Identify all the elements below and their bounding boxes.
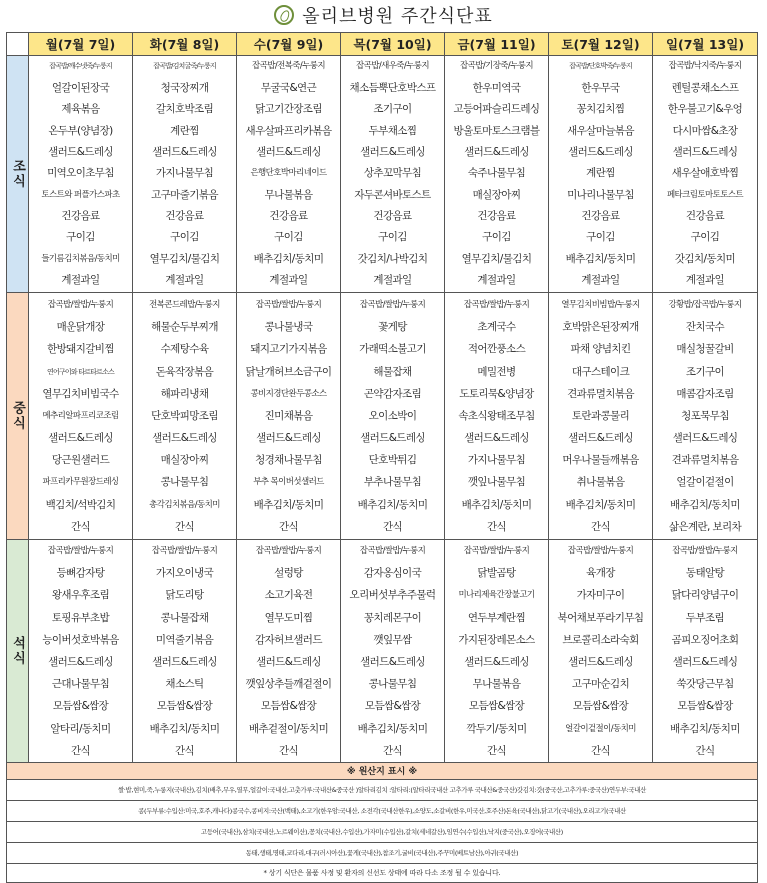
dinner-menu-mon bbox=[29, 540, 133, 763]
menu-item: 꽁치김치찜 bbox=[576, 103, 625, 116]
menu-item: 들기름김치볶음/동치미 bbox=[41, 253, 120, 264]
menu-item: 청국장찌개 bbox=[160, 81, 209, 94]
page-title: 올리브병원 주간식단표 bbox=[302, 6, 493, 27]
menu-item: 샐러드&드레싱 bbox=[360, 145, 425, 158]
menu-item: 닭날개허브소금구이 bbox=[245, 365, 332, 378]
menu-item: 곰피오징어초회 bbox=[671, 633, 739, 646]
menu-item: 간식 bbox=[174, 520, 195, 533]
origin-title-row bbox=[7, 762, 758, 779]
menu-item: 잡곡밥/쌀밥/누룽지 bbox=[151, 546, 218, 556]
menu-item: 콩나물무침 bbox=[160, 476, 209, 489]
menu-item: 매실장아찌 bbox=[472, 188, 521, 201]
menu-item: 간식 bbox=[695, 744, 715, 757]
menu-item: 한우미역국 bbox=[472, 81, 521, 94]
origin-line-2: 콩(두부류:수입산:미국,호주,캐나다)콩국수,콩비지:국산(백태),소고기(한우암:국내산, 소전각(국내산한우),소양도,소갈비(한우,미국산,호주산)돈육(국내산),닭고기(국내산),오리고기(국내산 bbox=[7, 800, 758, 821]
menu-item: 부추 목이버섯샐러드 bbox=[253, 477, 324, 488]
menu-item: 숙주나물무침 bbox=[467, 167, 526, 180]
menu-item: 계절과일 bbox=[165, 274, 204, 287]
menu-item: 구이김 bbox=[378, 231, 407, 244]
menu-item: 샐러드&드레싱 bbox=[360, 432, 425, 445]
breakfast-menu-sun bbox=[653, 56, 758, 293]
menu-item: 열무김치비빔밥/누룽지 bbox=[561, 299, 640, 310]
menu-item: 채소듬뿍단호박스프 bbox=[349, 81, 436, 94]
menu-item: 매실장아찌 bbox=[160, 454, 209, 467]
lunch-menu-fri bbox=[445, 293, 549, 540]
menu-item: 간식 bbox=[486, 744, 507, 757]
menu-item: 근대나물무침 bbox=[51, 678, 110, 691]
menu-item: 잡곡밥/김치굴죽/누룽지 bbox=[153, 62, 216, 71]
menu-item: 콩나물잡채 bbox=[160, 611, 209, 624]
menu-item: 능이버섯호박볶음 bbox=[42, 633, 119, 646]
menu-item: 미나리제육간장불고기 bbox=[458, 590, 535, 601]
menu-item: 가래떡소불고기 bbox=[359, 343, 426, 356]
menu-item: 부추나물무침 bbox=[363, 476, 422, 489]
dinner-menu-fri bbox=[445, 540, 549, 763]
menu-item: 구이김 bbox=[586, 231, 615, 244]
menu-item: 파프리카무원장드레싱 bbox=[42, 477, 119, 488]
menu-item: 가지된장레몬소스 bbox=[458, 633, 535, 646]
menu-item: 건강음료 bbox=[165, 210, 204, 223]
menu-item: 샐러드&드레싱 bbox=[672, 432, 738, 445]
menu-item: 계절과일 bbox=[477, 274, 516, 287]
menu-item: 배추김치/동치미 bbox=[357, 498, 428, 511]
menu-item: 배추김치/동치미 bbox=[461, 498, 532, 511]
menu-item: 미나리나물무침 bbox=[567, 188, 634, 201]
dinner-menu-thu bbox=[341, 540, 445, 763]
breakfast-menu-mon bbox=[29, 56, 133, 293]
menu-item: 샐러드&드레싱 bbox=[672, 655, 738, 668]
menu-notice: * 상기 식단은 물품 사정 및 환자의 신선도 상태에 따라 다소 조정 될 수 있습니다. bbox=[7, 863, 758, 882]
menu-item: 잡곡밥/쌀밥/누룽지 bbox=[359, 546, 426, 556]
menu-item: 상추꼬막무침 bbox=[363, 167, 422, 180]
menu-item: 닭고기간장조림 bbox=[255, 103, 322, 116]
menu-item: 열무김치/물김치 bbox=[461, 252, 532, 265]
lunch-menu-mon bbox=[29, 293, 133, 540]
menu-item: 한방돼지갈비찜 bbox=[47, 343, 114, 356]
menu-item: 다시마쌈&초장 bbox=[672, 124, 738, 137]
menu-item: 청포묵무침 bbox=[681, 409, 729, 422]
menu-item: 한우무국 bbox=[581, 81, 620, 94]
menu-item: 가지오이냉국 bbox=[155, 567, 214, 580]
menu-item: 간식 bbox=[382, 520, 403, 533]
menu-item: 잡곡밥/기장죽/누룽지 bbox=[459, 61, 534, 72]
dinner-menu-wed bbox=[237, 540, 341, 763]
menu-item: 계란찜 bbox=[586, 167, 615, 180]
menu-item: 모듬쌈&쌈장 bbox=[677, 700, 733, 713]
menu-item: 닭도리탕 bbox=[165, 589, 204, 602]
meal-label-breakfast: 조식 bbox=[7, 56, 29, 293]
menu-item: 갓김치/동치미 bbox=[674, 252, 736, 265]
menu-item: 메밀전병 bbox=[477, 365, 516, 378]
menu-item: 적어깐풍소스 bbox=[467, 343, 526, 356]
menu-item: 구이김 bbox=[66, 231, 95, 244]
menu-item: 브로콜리소라숙회 bbox=[562, 633, 639, 646]
menu-item: 열무김치/물김치 bbox=[149, 252, 220, 265]
menu-item: 북어채보푸라기무침 bbox=[557, 611, 644, 624]
menu-item: 깍두기/동치미 bbox=[466, 722, 527, 735]
menu-item: 잡곡밥/단호박죽/누룽지 bbox=[569, 62, 632, 71]
menu-item: 구이김 bbox=[274, 231, 303, 244]
menu-item: 감자허브샐러드 bbox=[255, 633, 322, 646]
menu-item: 해물잡채 bbox=[373, 365, 412, 378]
menu-item: 소고기육전 bbox=[264, 589, 313, 602]
menu-item: 모듬쌈&쌈장 bbox=[156, 700, 213, 713]
breakfast-menu-tue bbox=[133, 56, 237, 293]
dinner-menu-sun bbox=[653, 540, 758, 763]
menu-item: 고구마줄기볶음 bbox=[151, 188, 218, 201]
header bbox=[0, 0, 767, 30]
menu-item: 갓김치/나박김치 bbox=[357, 252, 428, 265]
menu-item: 취나물볶음 bbox=[576, 476, 625, 489]
menu-item: 알타리/동치미 bbox=[50, 722, 111, 735]
menu-item: 곤약감자조림 bbox=[363, 387, 422, 400]
menu-item: 계절과일 bbox=[269, 274, 308, 287]
menu-item: 간식 bbox=[174, 744, 195, 757]
origin-title: ※ 원산지 표시 ※ bbox=[7, 762, 758, 779]
weekly-menu-table bbox=[6, 32, 758, 883]
menu-item: 간식 bbox=[278, 520, 299, 533]
menu-item: 배추겉절이/동치미 bbox=[248, 722, 329, 735]
menu-item: 연두부계란찜 bbox=[467, 611, 526, 624]
day-header-wed: 수(7월 9일) bbox=[237, 33, 341, 56]
menu-item: 초계국수 bbox=[477, 321, 516, 334]
dinner-row bbox=[7, 540, 758, 763]
menu-item: 샐러드&드레싱 bbox=[464, 655, 529, 668]
day-header-mon: 월(7월 7일) bbox=[29, 33, 133, 56]
menu-item: 배추김치/동치미 bbox=[670, 498, 740, 511]
menu-item: 배추김치/동치미 bbox=[357, 722, 428, 735]
menu-item: 모듬쌈&쌈장 bbox=[364, 700, 421, 713]
lunch-menu-sat bbox=[549, 293, 653, 540]
menu-item: 단호박피망조림 bbox=[151, 409, 218, 422]
menu-item: 도토리묵&양념장 bbox=[459, 387, 534, 400]
day-header-fri: 금(7월 11일) bbox=[445, 33, 549, 56]
menu-item: 육개장 bbox=[586, 567, 615, 580]
menu-item: 메추리알파프리코조림 bbox=[42, 410, 119, 421]
menu-item: 간식 bbox=[486, 520, 507, 533]
menu-item: 잡곡밥/쌀밥/누룽지 bbox=[47, 546, 114, 556]
menu-item: 등뼈감자탕 bbox=[56, 567, 105, 580]
menu-item: 돼지고기가지볶음 bbox=[250, 343, 327, 356]
menu-item: 두부채소찜 bbox=[368, 124, 417, 137]
menu-item: 오리버섯부추주물럭 bbox=[349, 589, 436, 602]
menu-item: 샐러드&드레싱 bbox=[672, 145, 738, 158]
lunch-menu-tue bbox=[133, 293, 237, 540]
menu-item: 건강음료 bbox=[269, 210, 308, 223]
menu-item: 구이김 bbox=[170, 231, 199, 244]
lunch-menu-thu bbox=[341, 293, 445, 540]
menu-item: 잡곡밥/쌀밥/누룽지 bbox=[255, 299, 322, 310]
menu-item: 무나물볶음 bbox=[472, 678, 521, 691]
menu-item: 견과류멸치볶음 bbox=[671, 454, 739, 467]
menu-item: 배추김치/동치미 bbox=[253, 498, 324, 511]
menu-item: 한우불고기&우엉 bbox=[667, 103, 743, 116]
menu-item: 진미채볶음 bbox=[264, 409, 313, 422]
menu-item: 설렁탕 bbox=[274, 567, 303, 580]
menu-item: 해파리냉채 bbox=[160, 387, 209, 400]
origin-line-row bbox=[7, 821, 758, 842]
menu-item: 돈육작장볶음 bbox=[155, 365, 214, 378]
menu-item: 얼갈이겉절이/동치미 bbox=[565, 723, 636, 734]
menu-item: 열무도미찜 bbox=[264, 611, 313, 624]
menu-item: 페타크림토마토토스트 bbox=[666, 189, 744, 200]
dinner-menu-sat bbox=[549, 540, 653, 763]
lunch-row bbox=[7, 293, 758, 540]
notice-row bbox=[7, 863, 758, 882]
menu-item: 샐러드&드레싱 bbox=[48, 655, 113, 668]
menu-item: 간식 bbox=[590, 520, 611, 533]
menu-item: 샐러드&드레싱 bbox=[152, 655, 217, 668]
menu-item: 건강음료 bbox=[581, 210, 620, 223]
menu-item: 미역오이초무침 bbox=[47, 167, 114, 180]
menu-item: 계절과일 bbox=[373, 274, 412, 287]
menu-item: 잡곡밥/쌀밥/누룽지 bbox=[47, 299, 114, 310]
lunch-menu-wed bbox=[237, 293, 341, 540]
menu-item: 백김치/석박김치 bbox=[45, 498, 116, 511]
menu-item: 건강음료 bbox=[685, 210, 725, 223]
menu-item: 모듬쌈&쌈장 bbox=[260, 700, 317, 713]
menu-item: 구이김 bbox=[690, 231, 720, 244]
menu-item: 연어구이와 타르타르소스 bbox=[46, 367, 114, 376]
menu-item: 열무김치비빔국수 bbox=[42, 387, 119, 400]
menu-item: 청경채나물무침 bbox=[255, 454, 322, 467]
menu-item: 닭발곰탕 bbox=[477, 567, 516, 580]
breakfast-menu-thu bbox=[341, 56, 445, 293]
menu-item: 얼갈이겉절이 bbox=[676, 476, 734, 489]
menu-item: 배추김치/동치미 bbox=[565, 498, 636, 511]
menu-item: 간식 bbox=[278, 744, 299, 757]
menu-item: 새우살파프리카볶음 bbox=[245, 124, 332, 137]
menu-item: 얼갈이된장국 bbox=[51, 81, 110, 94]
menu-item: 갈치호박조림 bbox=[155, 103, 214, 116]
menu-item: 배추김치/동치미 bbox=[670, 722, 740, 735]
menu-item: 구이김 bbox=[482, 231, 511, 244]
menu-item: 렌틸콩채소스프 bbox=[671, 81, 739, 94]
menu-item: 속초식왕태조무침 bbox=[458, 409, 535, 422]
menu-item: 해물순두부찌개 bbox=[151, 321, 218, 334]
breakfast-menu-fri bbox=[445, 56, 549, 293]
menu-item: 샐러드&드레싱 bbox=[256, 655, 321, 668]
origin-line-row bbox=[7, 842, 758, 863]
menu-item: 콩비지경단완두콩소스 bbox=[250, 388, 327, 399]
origin-line-4: 동태,생태,명태,코다리,대구(러시아산),꽃게(국내산),참조기,굴비(국내산),주꾸미(베트남산),아귀(국내산) bbox=[7, 842, 758, 863]
menu-item: 머우나물들깨볶음 bbox=[562, 454, 639, 467]
menu-item: 단호박튀김 bbox=[368, 454, 417, 467]
menu-item: 수제탕수육 bbox=[160, 343, 209, 356]
menu-item: 전복콘드레밥/누룽지 bbox=[149, 299, 220, 310]
day-header-sun: 일(7월 13일) bbox=[653, 33, 758, 56]
menu-item: 오이소박이 bbox=[368, 409, 417, 422]
menu-item: 감자옹심이국 bbox=[363, 567, 422, 580]
breakfast-menu-wed bbox=[237, 56, 341, 293]
menu-item: 매실청꿀갈비 bbox=[676, 343, 734, 356]
menu-item: 계절과일 bbox=[685, 274, 725, 287]
menu-item: 잡곡밥/쌀밥/누룽지 bbox=[672, 546, 738, 556]
menu-item: 잡곡밥/쌀밥/누룽지 bbox=[255, 546, 322, 556]
menu-item: 동태알탕 bbox=[685, 567, 725, 580]
menu-item: 가지나물무침 bbox=[155, 167, 214, 180]
menu-item: 미역줄기볶음 bbox=[155, 633, 214, 646]
menu-item: 파채 양념치킨 bbox=[570, 343, 631, 356]
menu-item: 잡곡밥/전복죽/누룽지 bbox=[251, 61, 326, 72]
menu-item: 배추김치/동치미 bbox=[253, 252, 324, 265]
day-header-tue: 화(7월 8일) bbox=[133, 33, 237, 56]
menu-item: 건강음료 bbox=[477, 210, 516, 223]
day-header-sat: 토(7월 12일) bbox=[549, 33, 653, 56]
menu-item: 총각김치볶음/동치미 bbox=[149, 499, 220, 510]
menu-item: 샐러드&드레싱 bbox=[48, 145, 113, 158]
menu-item: 샐러드&드레싱 bbox=[152, 145, 217, 158]
menu-item: 배추김치/동치미 bbox=[565, 252, 636, 265]
menu-item: 샐러드&드레싱 bbox=[568, 432, 633, 445]
menu-item: 샐러드&드레싱 bbox=[256, 145, 321, 158]
day-header-thu: 목(7월 10일) bbox=[341, 33, 445, 56]
menu-item: 잡곡밥/깨수넷죽/누룽지 bbox=[49, 62, 112, 71]
menu-item: 샐러드&드레싱 bbox=[568, 145, 633, 158]
menu-item: 잡곡밥/쌀밥/누룽지 bbox=[567, 546, 634, 556]
menu-item: 깻잎나물무침 bbox=[467, 476, 526, 489]
menu-item: 간식 bbox=[70, 520, 91, 533]
menu-item: 두부조림 bbox=[685, 611, 725, 624]
menu-item: 견과류멸치볶음 bbox=[567, 387, 634, 400]
meal-label-lunch: 중식 bbox=[7, 293, 29, 540]
menu-item: 깻잎무쌈 bbox=[373, 633, 412, 646]
menu-item: 닭다리양념구이 bbox=[671, 589, 739, 602]
menu-item: 은행단호박마리네이드 bbox=[250, 168, 327, 179]
menu-item: 토핑유부초밥 bbox=[51, 611, 110, 624]
menu-item: 간식 bbox=[590, 744, 611, 757]
menu-item: 온두부(양념장) bbox=[48, 124, 113, 137]
menu-item: 토란과콩물리 bbox=[571, 409, 630, 422]
menu-item: 꽁치레몬구이 bbox=[363, 611, 422, 624]
day-header-row bbox=[7, 33, 758, 56]
menu-item: 샐러드&드레싱 bbox=[464, 432, 529, 445]
lunch-menu-sun bbox=[653, 293, 758, 540]
menu-item: 토스트와 퍼플가스파초 bbox=[41, 189, 120, 200]
menu-item: 조기구이 bbox=[373, 103, 412, 116]
menu-item: 콩나물무침 bbox=[368, 678, 417, 691]
menu-item: 조기구이 bbox=[685, 365, 725, 378]
menu-item: 왕새우후조림 bbox=[51, 589, 110, 602]
menu-item: 가지나물무침 bbox=[467, 454, 526, 467]
menu-item: 잔치국수 bbox=[685, 321, 725, 334]
menu-item: 건강음료 bbox=[61, 210, 100, 223]
menu-item: 샐러드&드레싱 bbox=[360, 655, 425, 668]
menu-item: 샐러드&드레싱 bbox=[464, 145, 529, 158]
menu-item: 샐러드&드레싱 bbox=[48, 432, 113, 445]
menu-item: 제육볶음 bbox=[61, 103, 100, 116]
menu-item: 샐러드&드레싱 bbox=[256, 432, 321, 445]
menu-item: 고등어파슬리드레싱 bbox=[453, 103, 540, 116]
menu-item: 가자미구이 bbox=[576, 589, 625, 602]
header-corner bbox=[7, 33, 29, 56]
origin-line-row bbox=[7, 800, 758, 821]
menu-item: 꽃게탕 bbox=[378, 321, 407, 334]
menu-item: 무나물볶음 bbox=[264, 188, 313, 201]
menu-item: 깻잎상추들깨겉절이 bbox=[245, 678, 332, 691]
menu-item: 매운닭개장 bbox=[56, 321, 105, 334]
menu-item: 고구마순김치 bbox=[571, 678, 630, 691]
menu-item: 새우살애호박찜 bbox=[671, 167, 739, 180]
menu-item: 모듬쌈&쌈장 bbox=[52, 700, 109, 713]
breakfast-row bbox=[7, 56, 758, 293]
menu-item: 잡곡밥/쌀밥/누룽지 bbox=[463, 299, 530, 310]
menu-item: 당근원샐러드 bbox=[51, 454, 110, 467]
menu-item: 모듬쌈&쌈장 bbox=[572, 700, 629, 713]
menu-item: 삶은계란, 보리차 bbox=[668, 520, 742, 533]
menu-item: 간식 bbox=[382, 744, 403, 757]
menu-item: 모듬쌈&쌈장 bbox=[468, 700, 525, 713]
menu-item: 콩나물냉국 bbox=[264, 321, 313, 334]
menu-item: 계란찜 bbox=[170, 124, 199, 137]
menu-item: 대구스테이크 bbox=[571, 365, 630, 378]
menu-item: 채소스틱 bbox=[165, 678, 204, 691]
menu-item: 잡곡밥/새우죽/누룽지 bbox=[355, 61, 430, 72]
menu-item: 잡곡밥/쌀밥/누룽지 bbox=[359, 299, 426, 310]
menu-item: 배추김치/동치미 bbox=[149, 722, 220, 735]
menu-item: 계절과일 bbox=[581, 274, 620, 287]
meal-label-dinner: 석식 bbox=[7, 540, 29, 763]
menu-item: 계절과일 bbox=[61, 274, 100, 287]
menu-item: 잡곡밥/쌀밥/누룽지 bbox=[463, 546, 530, 556]
menu-item: 건강음료 bbox=[373, 210, 412, 223]
menu-item: 무굴국&연근 bbox=[260, 81, 317, 94]
origin-line-row bbox=[7, 779, 758, 800]
menu-item: 간식 bbox=[70, 744, 91, 757]
menu-item: 자두콘셔바토스트 bbox=[354, 188, 431, 201]
menu-item: 쑥갓당근무침 bbox=[676, 678, 734, 691]
menu-item: 방울토마토스크램블 bbox=[453, 124, 540, 137]
menu-item: 매콤감자조림 bbox=[676, 387, 734, 400]
olive-leaf-logo-icon bbox=[274, 5, 294, 25]
origin-line-1: 쌀·밥,현미,죽,누룽지(국내산),김치(배추,무우,열무,얼갈이:국내산,고춧가루:국내산&중국산 )알타리김치 :알타리:(알타리국내산 고추가루 국내산&중국산)갓김치:갓(중국산,고추가루:중국산)연두부:국내산 bbox=[7, 779, 758, 800]
menu-item: 샐러드&드레싱 bbox=[568, 655, 633, 668]
menu-item: 샐러드&드레싱 bbox=[152, 432, 217, 445]
menu-item: 잡곡밥/낙지죽/누룽지 bbox=[668, 61, 742, 72]
breakfast-menu-sat bbox=[549, 56, 653, 293]
menu-item: 새우살마늘볶음 bbox=[567, 124, 634, 137]
dinner-menu-tue bbox=[133, 540, 237, 763]
menu-item: 호박맑은된장찌개 bbox=[562, 321, 639, 334]
origin-line-3: 고등어(국내산),삼치(국내산,노르웨이산),꽁치(국내산,수입산),가자미(수입산),갈치(세네갈산),임연수(수입산),낙지(중국산),오징어(국내산) bbox=[7, 821, 758, 842]
menu-item: 강황밥/잡곡밥/누룽지 bbox=[668, 299, 742, 310]
